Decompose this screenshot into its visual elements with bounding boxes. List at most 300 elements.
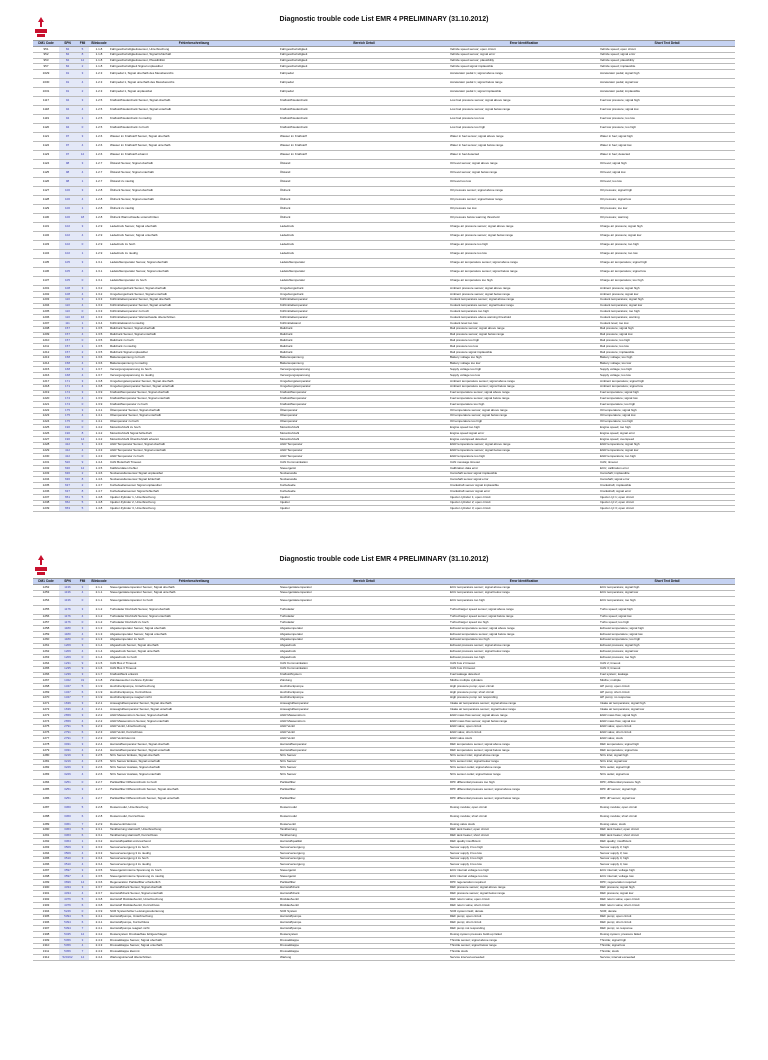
blinkcode-cell: 1.3.6 [89, 361, 109, 367]
area-detail-cell: Öltemperatur [279, 419, 449, 425]
short-text-cell: Rail pressure; too low [599, 344, 735, 350]
description-cell: Kraftstoffniederdruck zu hoch [109, 124, 279, 133]
fmi-cell: 4 [76, 169, 89, 178]
spn-cell: 5435 [59, 932, 76, 938]
fmi-cell: 0 [76, 277, 89, 286]
dm1-code-cell: 1309 [33, 937, 59, 943]
blinkcode-cell: 2.3.4 [89, 856, 109, 862]
short-text-cell: Throttle; stuck [599, 949, 735, 955]
area-detail-cell: Batteriespannung [279, 361, 449, 367]
dm1-code-cell: 1260 [33, 637, 59, 643]
blinkcode-cell: 1.4.1 [89, 413, 109, 419]
blinkcode-cell: 1.3.5 [89, 326, 109, 332]
dm1-code-cell: 1275 [33, 724, 59, 730]
description-cell: Ladelufttemperatur Sensor, Signal oberhalb [109, 259, 279, 268]
error-identification-cell: Ambient temperature sensor; signal above range [449, 378, 599, 384]
blinkcode-cell: 1.4.8 [89, 500, 109, 506]
blinkcode-cell: 1.4.1 [89, 407, 109, 413]
dm1-code-cell: 1288 [33, 812, 59, 821]
table-row [33, 151, 735, 160]
area-detail-cell: Ansauglufttemperatur [279, 701, 449, 707]
area-detail-cell: Steuergerät [279, 868, 449, 874]
description-cell: Injektor Zylinder 1, Unterbrechung [109, 494, 279, 500]
description-cell: AGR Temperatur zu hoch [109, 454, 279, 460]
short-text-cell: CAN; timeout [599, 460, 735, 466]
description-cell: Kraftstofftemperatur zu hoch [109, 402, 279, 408]
description-cell: Steuergerätetemperatur zu hoch [109, 596, 279, 605]
blinkcode-cell: 2.3.7 [89, 885, 109, 891]
error-identification-cell: ECU temperature sensor; signal above range [449, 585, 599, 591]
description-cell: Sensorversorgung 3 zu niedrig [109, 850, 279, 856]
description-cell: Fahrgeschwindigkeit Signal unplausibel [109, 64, 279, 70]
spn-cell: 174 [59, 402, 76, 408]
blinkcode-cell: 2.2.3 [89, 736, 109, 742]
error-identification-cell: Intake air temperature sensor; signal above range [449, 701, 599, 707]
dm1-code-cell: 1237 [33, 494, 59, 500]
blinkcode-cell: 2.4.1 [89, 914, 109, 920]
dm1-code-cell: 1030 [33, 79, 59, 88]
document-page-2 [0, 548, 768, 1060]
dm1-code-cell: 1292 [33, 839, 59, 845]
short-text-cell: Oil pressure; signal high [599, 187, 735, 196]
blinkcode-cell: 2.3.1 [89, 827, 109, 833]
short-text-cell: Exhaust pressure; signal high [599, 643, 735, 649]
column-header: Bereich Detail [279, 579, 449, 585]
blinkcode-cell: 2.2.4 [89, 747, 109, 753]
area-detail-cell: Kraftstofftemperatur [279, 390, 449, 396]
blinkcode-cell: 2.1.1 [89, 585, 109, 591]
error-identification-cell: High pressure pump; open circuit [449, 684, 599, 690]
blinkcode-cell: 1.2.3 [89, 88, 109, 97]
spn-cell: 1322 [59, 678, 76, 684]
description-cell: Umgebungstemperatur Sensor, Signal unterhalb [109, 384, 279, 390]
table-row [33, 812, 735, 821]
fmi-cell: 0 [76, 596, 89, 605]
spn-cell: 1180 [59, 626, 76, 632]
area-detail-cell: Ansauglufttemperatur [279, 707, 449, 713]
error-identification-cell: Charge air pressure sensor; signal above range [449, 223, 599, 232]
description-cell: Ansauglufttemperatur Sensor, Signal oberhalb [109, 701, 279, 707]
spn-cell: 110 [59, 315, 76, 321]
blinkcode-cell: 1.3.9 [89, 390, 109, 396]
spn-cell: 171 [59, 384, 76, 390]
area-detail-cell: Harnstoffpumpe [279, 914, 449, 920]
table-row [33, 268, 735, 277]
area-detail-cell: Öltemperatur [279, 413, 449, 419]
blinkcode-cell: 1.3.3 [89, 309, 109, 315]
spn-cell: 190 [59, 436, 76, 442]
spn-cell: 157 [59, 338, 76, 344]
dm1-code-cell: 1120 [33, 124, 59, 133]
short-text-cell: DEF tank heater; short circuit [599, 833, 735, 839]
fmi-cell: 3 [76, 585, 89, 591]
column-header: DM1 Code [33, 579, 59, 585]
spn-cell: 1176 [59, 614, 76, 620]
fmi-cell: 7 [76, 949, 89, 955]
description-cell: Drosselklappe Sensor, Signal oberhalb [109, 937, 279, 943]
error-identification-cell: Throttle stuck [449, 949, 599, 955]
area-detail-cell: Wasser im Kraftstoff [279, 133, 449, 142]
area-detail-cell: Rücklaufventil [279, 903, 449, 909]
spn-cell: 5394 [59, 914, 76, 920]
dm1-code-cell: 1253 [33, 590, 59, 596]
description-cell: AGR Massenstrom Sensor, Signal unterhalb [109, 718, 279, 724]
fmi-cell: 3 [76, 868, 89, 874]
short-text-cell: Engine speed; too high [599, 425, 735, 431]
blinkcode-cell: 1.3.5 [89, 338, 109, 344]
document-page-1 [0, 0, 768, 512]
table-row [33, 771, 735, 780]
description-cell: Kühlmitteltemperatur zu hoch [109, 309, 279, 315]
blinkcode-cell: 1.4.4 [89, 460, 109, 466]
dm1-code-cell: 1122 [33, 142, 59, 151]
area-detail-cell: Harnstoffdruck [279, 891, 449, 897]
spn-cell: 168 [59, 373, 76, 379]
short-text-cell: Misfire; multiple [599, 678, 735, 684]
area-detail-cell: Fahrgeschwindigkeit [279, 47, 449, 53]
area-detail-cell: Sensorversorgung [279, 856, 449, 862]
description-cell: Versorgungsspannung zu hoch [109, 367, 279, 373]
error-identification-cell: Oil pressure below warning threshold [449, 214, 599, 223]
description-cell: Injektor Zylinder 2, Unterbrechung [109, 500, 279, 506]
fmi-cell: 3 [76, 701, 89, 707]
blinkcode-cell: 2.1.1 [89, 590, 109, 596]
spn-cell: 520192 [59, 955, 76, 961]
blinkcode-cell: 2.4.3 [89, 949, 109, 955]
short-text-cell: Ambient temperature; signal low [599, 384, 735, 390]
dm1-code-cell: 1124 [33, 160, 59, 169]
error-identification-cell: ECU internal voltage too high [449, 868, 599, 874]
area-detail-cell: Abgasdruck [279, 643, 449, 649]
fmi-cell: 9 [76, 666, 89, 672]
area-detail-cell: Kühlmitteltemperatur [279, 309, 449, 315]
blinkcode-cell: 1.1.8 [89, 58, 109, 64]
blinkcode-cell: 1.3.7 [89, 373, 109, 379]
error-identification-cell: Turbocharger speed sensor; signal above range [449, 605, 599, 614]
short-text-cell: EGR mass flow; signal high [599, 713, 735, 719]
dm1-code-cell: 1263 [33, 655, 59, 661]
blinkcode-cell: 1.1.8 [89, 52, 109, 58]
area-detail-cell: Kraftstoffniederdruck [279, 115, 449, 124]
short-text-cell: Oil temperature; too high [599, 419, 735, 425]
area-detail-cell: AGR Temperatur [279, 442, 449, 448]
short-text-cell: Fuel temperature; too high [599, 402, 735, 408]
table-row [33, 142, 735, 151]
document-title: Diagnostic trouble code List EMR 4 PRELIMINARY (31.10.2012) [0, 556, 768, 563]
dm1-code-cell: 1233 [33, 471, 59, 477]
dm1-code-cell: 957 [33, 64, 59, 70]
spn-cell: 3510 [59, 856, 76, 862]
short-text-cell: Fuel low pressure; too high [599, 124, 735, 133]
dm1-code-cell: 1295 [33, 856, 59, 862]
description-cell: Abgasdruck Sensor, Signal unterhalb [109, 649, 279, 655]
blinkcode-cell: 2.3.5 [89, 874, 109, 880]
short-text-cell: Oil temperature; signal low [599, 413, 735, 419]
error-identification-cell: Exhaust temperature too high [449, 637, 599, 643]
short-text-cell: DPF; differential pressure high [599, 780, 735, 786]
fmi-cell: 0 [76, 620, 89, 626]
spn-cell: 94 [59, 106, 76, 115]
dm1-code-cell: 1128 [33, 196, 59, 205]
fmi-cell: 4 [76, 196, 89, 205]
error-identification-cell: DPF regeneration required [449, 879, 599, 885]
fmi-cell: 4 [76, 862, 89, 868]
column-header: Short Text Detail [599, 579, 735, 585]
description-cell: Umgebungsdruck Sensor, Signal unterhalb [109, 291, 279, 297]
error-identification-cell: Crankshaft sensor signal error [449, 489, 599, 495]
area-detail-cell: Steuergerätetemperatur [279, 585, 449, 591]
short-text-cell: Rail pressure; implausible [599, 349, 735, 355]
fmi-cell: 3 [76, 133, 89, 142]
area-detail-cell: Partikelfilter [279, 794, 449, 803]
dm1-code-cell: 1232 [33, 465, 59, 471]
spn-cell: 3597 [59, 868, 76, 874]
description-cell: Fahrgeschwindigkeitssensor, Signal fehlerhaft [109, 52, 279, 58]
description-cell: Steuergerät interne Spannung zu hoch [109, 868, 279, 874]
column-header: Bereich Detail [279, 41, 449, 47]
fmi-cell: 2 [76, 471, 89, 477]
fmi-cell: 4 [76, 396, 89, 402]
fmi-cell: 6 [76, 903, 89, 909]
blinkcode-cell: 1.2.8 [89, 205, 109, 214]
table-row [33, 187, 735, 196]
spn-cell: 3510 [59, 862, 76, 868]
table-row [33, 169, 735, 178]
dm1-code-cell: 1121 [33, 133, 59, 142]
error-identification-cell: Accelerator pedal 1; signal implausible [449, 88, 599, 97]
fmi-cell: 8 [76, 431, 89, 437]
dm1-code-cell: 1289 [33, 821, 59, 827]
table-row [33, 205, 735, 214]
short-text-cell: HP pump; open circuit [599, 684, 735, 690]
description-cell: Kühlmittelstand zu niedrig [109, 320, 279, 326]
dm1-code-cell: 1031 [33, 88, 59, 97]
description-cell: Drosselklappe klemmt [109, 949, 279, 955]
spn-cell: 3216 [59, 753, 76, 759]
dm1-code-cell: 1215 [33, 367, 59, 373]
short-text-cell: DEF quality; insufficient [599, 839, 735, 845]
error-identification-cell: NOx sensor inlet; signal below range [449, 759, 599, 765]
description-cell: Partikelfilter Differenzdruck Sensor, Signal unterhalb [109, 794, 279, 803]
dm1-code-cell: 1299 [33, 879, 59, 885]
blinkcode-cell: 2.1.9 [89, 684, 109, 690]
dm1-code-cell: 1205 [33, 309, 59, 315]
short-text-cell: ECU temperature; signal high [599, 585, 735, 591]
spn-cell: 3509 [59, 845, 76, 851]
fmi-cell: 4 [76, 384, 89, 390]
error-identification-cell: Rail pressure sensor; signal below range [449, 332, 599, 338]
description-cell: Motordrehzahl zu hoch [109, 425, 279, 431]
fmi-cell: 12 [76, 465, 89, 471]
short-text-cell: DEF temperature; signal high [599, 742, 735, 748]
blinkcode-cell: 1.3.1 [89, 277, 109, 286]
area-detail-cell: SCR System [279, 908, 449, 914]
description-cell: CAN Bus 3 Timeout [109, 666, 279, 672]
description-cell: AGR Ventil, Kurzschluss [109, 730, 279, 736]
description-cell: Raildruck zu niedrig [109, 344, 279, 350]
description-cell: Harnstoff Rücklaufventil, Kurzschluss [109, 903, 279, 909]
description-cell: Motordrehzahl Signal fehlerhaft [109, 431, 279, 437]
area-detail-cell: AGR Massenstrom [279, 713, 449, 719]
fmi-cell: 8 [76, 52, 89, 58]
short-text-cell: Coolant temperature; signal low [599, 303, 735, 309]
spn-cell: 100 [59, 205, 76, 214]
table-row [33, 232, 735, 241]
fmi-cell: 3 [76, 367, 89, 373]
dm1-code-cell: 1297 [33, 868, 59, 874]
description-cell: Kurbelwellensensor Signal unplausibel [109, 483, 279, 489]
spn-cell: 3360 [59, 812, 76, 821]
description-cell: Hochdruckpumpe reagiert nicht [109, 695, 279, 701]
dm1-code-cell: 1225 [33, 425, 59, 431]
area-detail-cell: Batteriespannung [279, 355, 449, 361]
blinkcode-cell: 2.2.3 [89, 730, 109, 736]
dm1-code-cell: 1281 [33, 759, 59, 765]
column-header: Short Text Detail [599, 41, 735, 47]
spn-cell: 94 [59, 97, 76, 106]
error-identification-cell: Fuel temperature sensor; signal below range [449, 396, 599, 402]
fmi-cell: 0 [76, 454, 89, 460]
error-identification-cell: Low fuel pressure sensor; signal below range [449, 106, 599, 115]
fmi-cell: 14 [76, 879, 89, 885]
short-text-cell: EGR valve; short circuit [599, 730, 735, 736]
dm1-code-cell: 1293 [33, 845, 59, 851]
short-text-cell: EGR temperature; too high [599, 454, 735, 460]
area-detail-cell: Raildruck [279, 344, 449, 350]
blinkcode-cell: 1.2.3 [89, 79, 109, 88]
area-detail-cell: Kraftstoffniederdruck [279, 97, 449, 106]
dm1-code-cell: 1290 [33, 827, 59, 833]
table-row [33, 124, 735, 133]
error-identification-cell: DEF temperature sensor; signal above range [449, 742, 599, 748]
short-text-cell: Accelerator pedal; signal low [599, 79, 735, 88]
blinkcode-cell: 2.1.4 [89, 655, 109, 661]
dm1-code-cell: 1298 [33, 874, 59, 880]
spn-cell: 100 [59, 196, 76, 205]
short-text-cell: Sensor supply 3; high [599, 845, 735, 851]
error-identification-cell: Rail pressure sensor; signal above range [449, 326, 599, 332]
error-identification-cell: Water in fuel detected [449, 151, 599, 160]
description-cell: SCR Systemfehler Leistungsreduzierung [109, 908, 279, 914]
short-text-cell: Intake air temperature; signal high [599, 701, 735, 707]
short-text-cell: HP pump; short circuit [599, 689, 735, 695]
area-detail-cell: Motordrehzahl [279, 431, 449, 437]
description-cell: Tankheizung Harnstoff, Unterbrechung [109, 827, 279, 833]
dm1-code-cell: 1202 [33, 291, 59, 297]
blinkcode-cell: 1.4.6 [89, 477, 109, 483]
spn-cell: 110 [59, 309, 76, 315]
blinkcode-cell: 2.1.3 [89, 631, 109, 637]
blinkcode-cell: 1.2.5 [89, 124, 109, 133]
short-text-cell: Fuel low pressure; too low [599, 115, 735, 124]
fmi-cell: 3 [76, 407, 89, 413]
fmi-cell: 0 [76, 637, 89, 643]
dm1-code-cell: 1133 [33, 241, 59, 250]
blinkcode-cell: 1.3.4 [89, 320, 109, 326]
spn-cell: 157 [59, 349, 76, 355]
fmi-cell: 0 [76, 425, 89, 431]
dm1-code-cell: 1270 [33, 695, 59, 701]
fmi-cell: 0 [76, 419, 89, 425]
blinkcode-cell: 2.2.7 [89, 794, 109, 803]
description-cell: NOx Sensor Auslass, Signal oberhalb [109, 765, 279, 771]
short-text-cell: Exhaust temperature; signal low [599, 631, 735, 637]
fmi-cell: 4 [76, 649, 89, 655]
error-identification-cell: Dosing module; open circuit [449, 803, 599, 812]
fmi-cell: 9 [76, 660, 89, 666]
short-text-cell: HP pump; no response [599, 695, 735, 701]
area-detail-cell: Harnstofftemperatur [279, 747, 449, 753]
description-cell: Öldruck Sensor, Signal oberhalb [109, 187, 279, 196]
table-row [33, 277, 735, 286]
dm1-code-cell: 1284 [33, 780, 59, 786]
dm1-code-cell: 1136 [33, 268, 59, 277]
area-detail-cell: Wasser im Kraftstoff [279, 151, 449, 160]
dm1-code-cell: 1286 [33, 794, 59, 803]
spn-cell: 84 [59, 47, 76, 53]
fmi-cell: 31 [76, 678, 89, 684]
blinkcode-cell: 1.3.3 [89, 315, 109, 321]
fmi-cell: 0 [76, 338, 89, 344]
description-cell: Harnstoffpumpe, Unterbrechung [109, 914, 279, 920]
dm1-code-cell: 1223 [33, 413, 59, 419]
spn-cell: 157 [59, 332, 76, 338]
column-header: Error Identification [449, 579, 599, 585]
short-text-cell: Dosing system; pressure failed [599, 932, 735, 938]
table-row [33, 785, 735, 794]
short-text-cell: DEF temperature; signal low [599, 747, 735, 753]
description-cell: Hochdruckpumpe, Unterbrechung [109, 684, 279, 690]
spn-cell: 5394 [59, 926, 76, 932]
fmi-cell: 3 [76, 937, 89, 943]
spn-cell: 3361 [59, 821, 76, 827]
error-identification-cell: Camshaft sensor signal implausible [449, 471, 599, 477]
dm1-code-cell: 1262 [33, 649, 59, 655]
description-cell: AGR Ventil klemmt [109, 736, 279, 742]
fmi-cell: 4 [76, 850, 89, 856]
spn-cell: 97 [59, 151, 76, 160]
error-identification-cell: Misfire multiple cylinders [449, 678, 599, 684]
blinkcode-cell: 1.3.6 [89, 355, 109, 361]
description-cell: Dosiermodul, Kurzschluss [109, 812, 279, 821]
dm1-code-cell: 1274 [33, 718, 59, 724]
error-identification-cell: Rail pressure signal implausible [449, 349, 599, 355]
dm1-code-cell: 1306 [33, 920, 59, 926]
dm1-code-cell: 1234 [33, 477, 59, 483]
spn-cell: 94 [59, 124, 76, 133]
description-cell: AGR Massenstrom Sensor, Signal oberhalb [109, 713, 279, 719]
description-cell: Wasser im Kraftstoff Sensor, Signal oberhalb [109, 133, 279, 142]
area-detail-cell: Turbolader [279, 614, 449, 620]
area-detail-cell: Dosierventil [279, 821, 449, 827]
table-row [33, 223, 735, 232]
error-identification-cell: Engine overspeed detected [449, 436, 599, 442]
description-cell: Raildruck zu hoch [109, 338, 279, 344]
short-text-cell: Supply voltage; too high [599, 367, 735, 373]
error-identification-cell: Oil pressure sensor; signal below range [449, 196, 599, 205]
error-identification-cell: Oil level sensor; signal below range [449, 169, 599, 178]
dm1-code-cell: 1307 [33, 926, 59, 932]
fmi-cell: 3 [76, 442, 89, 448]
area-detail-cell: NOx Sensor [279, 771, 449, 780]
short-text-cell: DEF return valve; open circuit [599, 897, 735, 903]
short-text-cell: CAN 2; timeout [599, 660, 735, 666]
spn-cell: 102 [59, 223, 76, 232]
spn-cell: 1636 [59, 701, 76, 707]
fmi-cell: 3 [76, 742, 89, 748]
blinkcode-cell: 1.3.9 [89, 396, 109, 402]
error-identification-cell: Charge air temperature too high [449, 277, 599, 286]
